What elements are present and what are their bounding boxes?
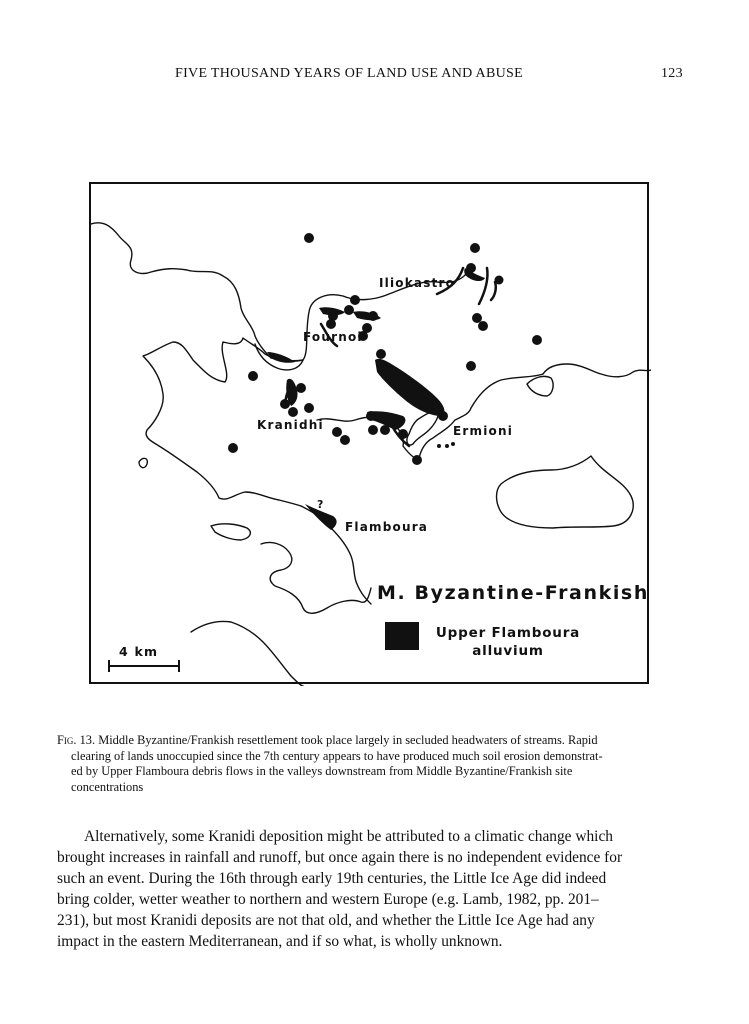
scale-bar-label: 4 km xyxy=(119,644,159,659)
legend-swatch xyxy=(385,622,419,650)
caption-line-2: clearing of lands unoccupied since the 7th century appears to have produced much soil erosion demonstrat- xyxy=(71,748,603,763)
caption-fig-label: Fig. 13. xyxy=(57,733,96,747)
legend-period-title: M. Byzantine-Frankish xyxy=(377,582,649,604)
caption-line-4: concentrations xyxy=(71,779,144,794)
label-fournoi: Fournoi xyxy=(303,330,363,344)
label-iliokastro: Iliokastro xyxy=(379,276,456,290)
alluvium-deposits xyxy=(267,268,485,530)
body-line-6: impact in the eastern Mediterranean, and if so what, is wholly unknown. xyxy=(57,933,503,950)
coastline-southwest xyxy=(211,524,250,540)
legend-deposit-line1: Upper Flamboura xyxy=(435,625,581,641)
caption-line-3: ed by Upper Flamboura debris flows in the valleys downstream from Middle Byzantine/Frankish site xyxy=(71,764,573,778)
bay-inlet xyxy=(407,410,438,445)
body-line-4: bring colder, wetter weather to northern and western Europe (e.g. Lamb, 1982, pp. 201– xyxy=(57,891,599,908)
body-line-3: such an event. During the 16th through early 19th centuries, the Little Ice Age did indeed xyxy=(57,870,607,887)
legend-swatch-group xyxy=(385,622,419,650)
coastline-north xyxy=(91,223,469,362)
running-head-title: FIVE THOUSAND YEARS OF LAND USE AND ABUSE xyxy=(175,66,523,81)
label-flamboura: Flamboura xyxy=(345,520,429,534)
coastline-east xyxy=(543,364,651,377)
figure-caption xyxy=(57,733,691,795)
coastline-southwest-bottom xyxy=(191,621,303,686)
deposit-fournoi xyxy=(267,352,295,363)
caption-line-1: Fig. 13. Middle Byzantine/Frankish resettlement took place largely in secluded headwaters of streams. Rapid xyxy=(57,733,598,747)
legend-deposit-line2: alluvium xyxy=(472,643,544,659)
page-number: 123 xyxy=(661,66,683,81)
running-head xyxy=(0,66,749,86)
island-large-east xyxy=(497,456,634,528)
body-line-2: brought increases in rainfall and runoff, but once again there is no independent evidence for xyxy=(57,849,623,866)
deposit-main-valley xyxy=(375,359,444,416)
scale-bar-group xyxy=(109,660,179,672)
map-drawing xyxy=(91,184,651,686)
label-question-mark: ? xyxy=(317,498,325,511)
island-small-west xyxy=(139,458,147,467)
label-ermioni: Ermioni xyxy=(453,424,514,438)
coastline-ermioni-bay xyxy=(317,374,543,458)
figure-map xyxy=(89,182,649,684)
label-kranidhi: Kranidhi xyxy=(257,418,324,432)
body-paragraph xyxy=(57,826,693,952)
body-line-1: Alternatively, some Kranidi deposition might be attributed to a climatic change which xyxy=(84,828,613,845)
island-east xyxy=(527,376,553,396)
legend-deposit-label xyxy=(433,624,583,660)
body-line-5: 231), but most Kranidi deposits are not that old, and whether the Little Ice Age had any xyxy=(57,912,595,929)
